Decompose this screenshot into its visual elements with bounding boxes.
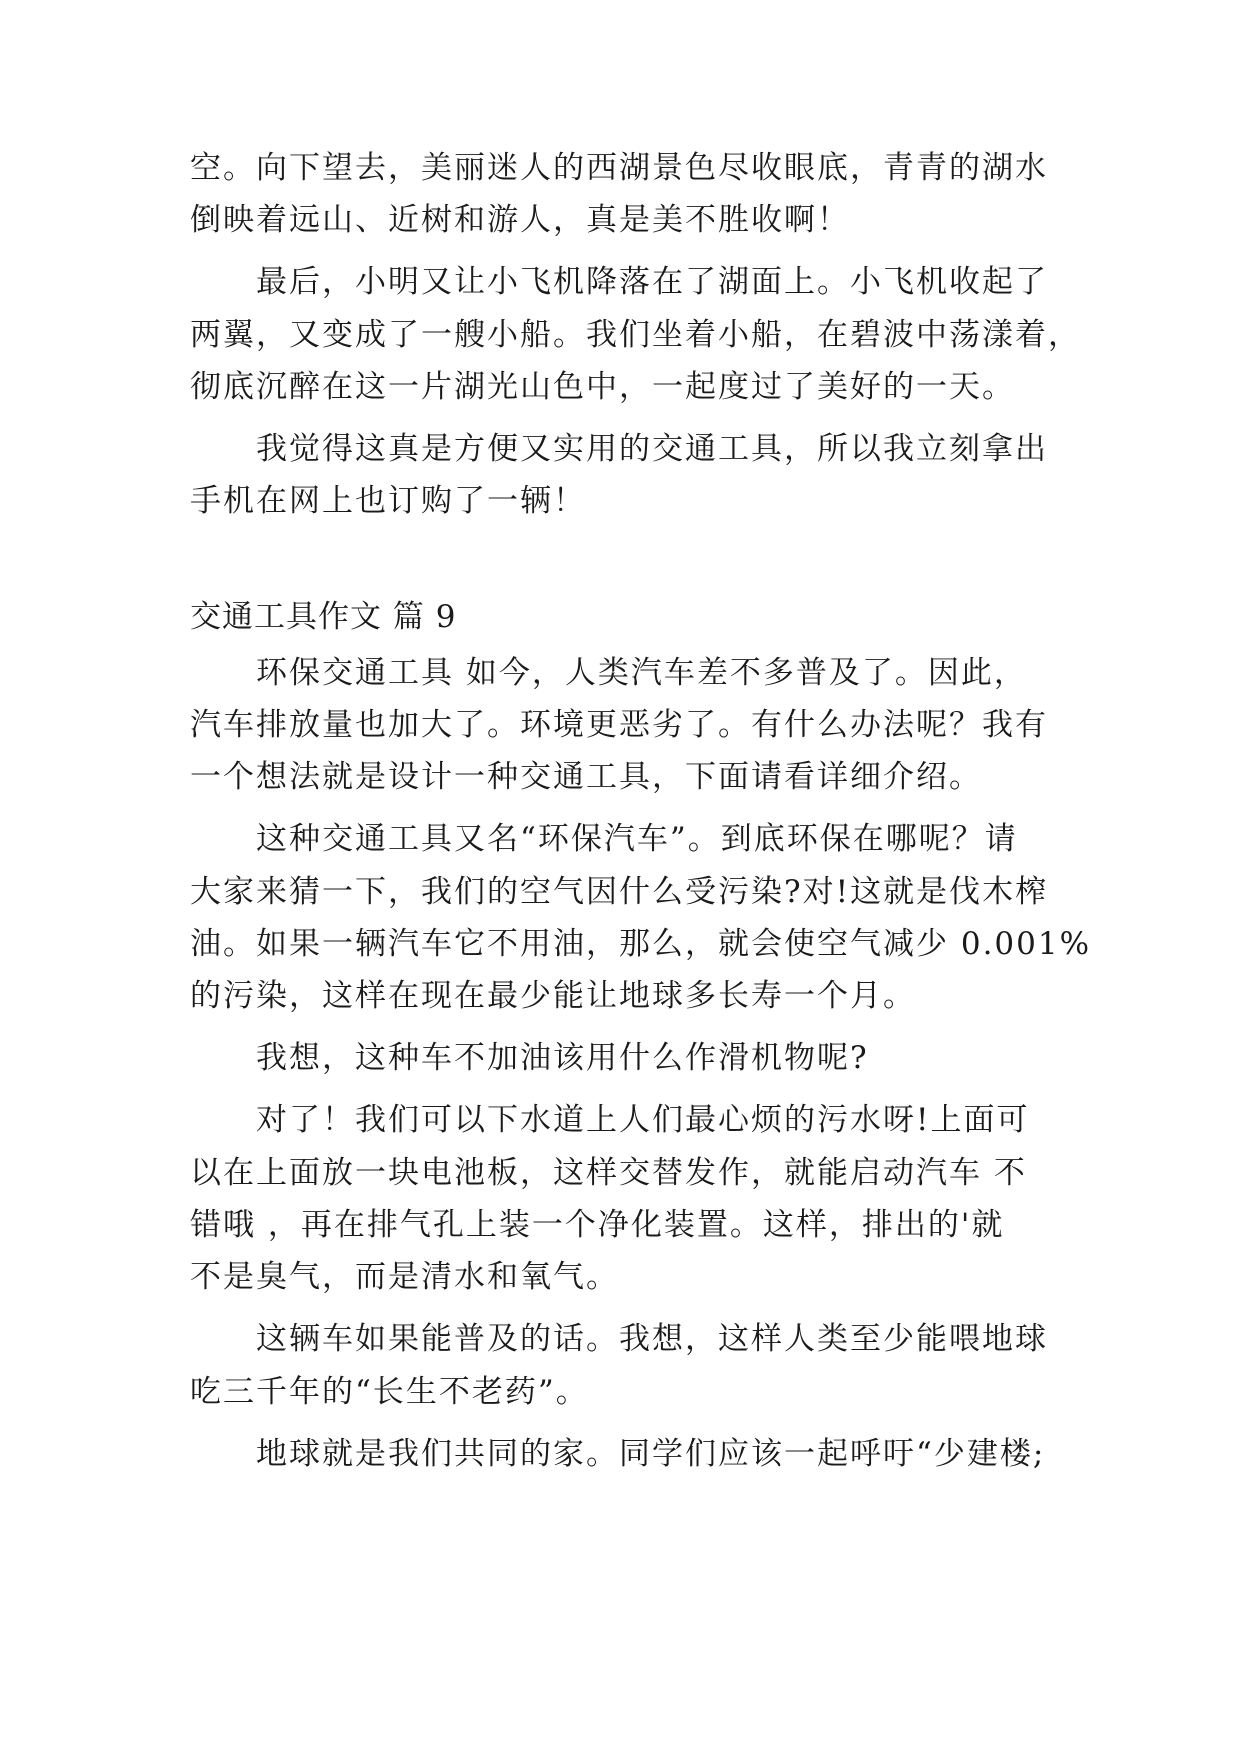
text-line: 大家来猜一下，我们的空气因什么受污染?对!这就是伐木榨	[190, 874, 1049, 910]
paragraph-start-line: 最后，小明又让小飞机降落在了湖面上。小飞机收起了	[256, 264, 1048, 300]
paragraph-start-line: 环保交通工具 如今，人类汽车差不多普及了。因此，	[256, 655, 1027, 691]
text-line: 彻底沉醉在这一片湖光山色中，一起度过了美好的一天。	[190, 369, 1015, 405]
paragraph-start-line: 这辆车如果能普及的话。我想，这样人类至少能喂地球	[256, 1321, 1048, 1357]
text-line: 油。如果一辆汽车它不用油，那么，就会使空气减少 0.001%	[190, 926, 1092, 962]
section-title: 交通工具作文 篇 9	[190, 599, 457, 635]
text-line: 的污染，这样在现在最少能让地球多长寿一个月。	[190, 978, 916, 1014]
text-line: 以在上面放一块电池板，这样交替发作，就能启动汽车 不	[190, 1155, 1027, 1191]
text-line: 吃三千年的“长生不老药”。	[190, 1374, 589, 1410]
paragraph-start-line: 地球就是我们共同的家。同学们应该一起呼吁“少建楼;	[256, 1436, 1046, 1472]
text-line: 手机在网上也订购了一辆！	[190, 483, 586, 519]
text-line: 汽车排放量也加大了。环境更恶劣了。有什么办法呢？我有	[190, 707, 1048, 743]
paragraph-start-line: 我觉得这真是方便又实用的交通工具，所以我立刻拿出	[256, 431, 1048, 467]
text-line: 空。向下望去，美丽迷人的西湖景色尽收眼底，青青的湖水	[190, 150, 1048, 186]
paragraph-start-line: 这种交通工具又名“环保汽车”。到底环保在哪呢？请	[256, 821, 1018, 857]
text-line: 倒映着远山、近树和游人，真是美不胜收啊！	[190, 202, 850, 238]
text-line: 一个想法就是设计一种交通工具，下面请看详细介绍。	[190, 759, 982, 795]
text-line: 两翼，又变成了一艘小船。我们坐着小船，在碧波中荡漾着，	[190, 317, 1081, 353]
text-line: 不是臭气，而是清水和氧气。	[190, 1259, 619, 1295]
paragraph-start-line: 我想，这种车不加油该用什么作滑机物呢?	[256, 1040, 869, 1076]
text-line: 错哦 ，再在排气孔上装一个净化装置。这样，排出的'就	[190, 1207, 1005, 1243]
paragraph-start-line: 对了！我们可以下水道上人们最心烦的污水呀!上面可	[256, 1102, 1030, 1138]
